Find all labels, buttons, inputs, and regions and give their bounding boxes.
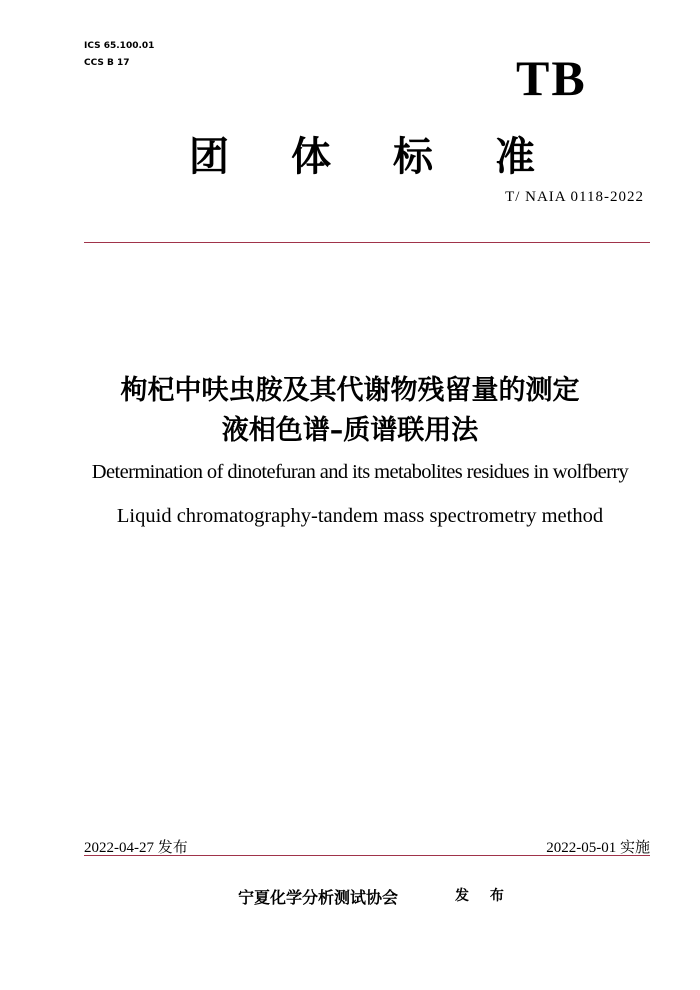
classification-codes [84,38,154,72]
publish-label: 发 布 [455,888,512,904]
ics-code: ICS 65.100.01 [84,41,155,51]
implementation-date: 2022-05-01 实施 [546,840,650,856]
tb-mark: TB [516,50,587,106]
chinese-title-line-2: 液相色谱–质谱联用法 [221,415,479,446]
bottom-divider [84,855,650,856]
english-title-line-2: Liquid chromatography-tandem mass spectrometry method [116,505,604,527]
issue-date: 2022-04-27 发布 [84,840,188,856]
publisher-name: 宁夏化学分析测试协会 [238,888,399,907]
standard-number: T/ NAIA 0118-2022 [505,189,644,205]
standard-type-title: 团体标准 [189,134,597,180]
english-title-line-1: Determination of dinotefuran and its metabolites residues in wolfberry [91,461,629,483]
ccs-code: CCS B 17 [84,58,130,68]
top-divider [84,242,650,243]
chinese-title-line-1: 枸杞中呋虫胺及其代谢物残留量的测定 [120,375,580,406]
